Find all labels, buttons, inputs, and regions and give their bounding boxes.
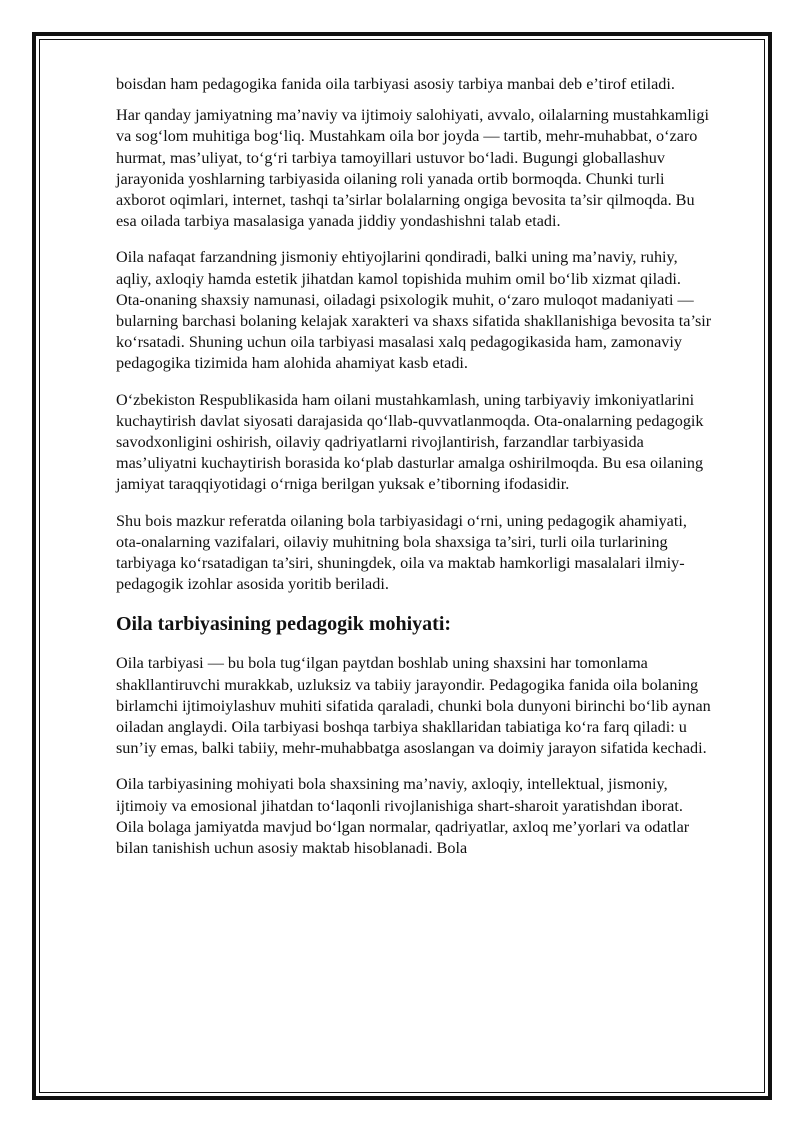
document-body <box>116 74 712 859</box>
paragraph-3: Oila nafaqat farzandning jismoniy ehtiyojlarini qondiradi, balki uning ma’naviy, ruhiy, aqliy, axloqiy hamda estetik jihatdan kamol topishida muhim omil bo‘lib xizmat qiladi. Ota-onaning shaxsiy namunasi, oiladagi psixologik muhit, o‘zaro muloqot madaniyati — bularning barchasi bolaning kelajak xarakteri va shaxs sifatida shakllanishiga bevosita ta’sir ko‘rsatadi. Shuning uchun oila tarbiyasi masalasi xalq pedagogikasida ham, zamonaviy pedagogika tizimida ham alohida ahamiyat kasb etadi. <box>116 248 712 373</box>
paragraph-2: Har qanday jamiyatning ma’naviy va ijtimoiy salohiyati, avvalo, oilalarning mustahkamligi va sog‘lom muhitiga bog‘liq. Mustahkam oila bor joyda — tartib, mehr-muhabbat, o‘zaro hurmat, mas’uliyat, to‘g‘ri tarbiya tamoyillari ustuvor bo‘ladi. Bugungi globallashuv jarayonida yoshlarning tarbiyasida oilaning roli yanada ortib bormoqda. Chunki turli axborot oqimlari, internet, tashqi ta’sirlar bolalarning ongiga bevosita ta’sir qilmoqda. Bu esa oilada tarbiya masalasiga yanada jiddiy yondashishni talab etadi. <box>116 106 709 231</box>
section-heading: Oila tarbiyasining pedagogik mohiyati: <box>116 613 452 636</box>
paragraph-1: boisdan ham pedagogika fanida oila tarbiyasi asosiy tarbiya manbai deb e’tirof etiladi. <box>116 75 675 93</box>
paragraph-7: Oila tarbiyasining mohiyati bola shaxsining ma’naviy, axloqiy, intellektual, jismoniy, ijtimoiy va emosional jihatdan to‘laqonli rivojlanishiga shart-sharoit yaratishdan iborat. Oila bolaga jamiyatda mavjud bo‘lgan normalar, qadriyatlar, axloq me’yorlari va odatlar bilan tanishish uchun asosiy maktab hisoblanadi. Bola <box>116 775 690 858</box>
paragraph-5: Shu bois mazkur referatda oilaning bola tarbiyasidagi o‘rni, uning pedagogik ahamiyati, ota-onalarning vazifalari, oilaviy muhitning bola shaxsiga ta’siri, turli oila turlarining tarbiyaga ko‘rsatadigan ta’siri, shuningdek, oila va maktab hamkorligi masalalari ilmiy-pedagogik izohlar asosida yoritib beriladi. <box>116 511 687 594</box>
paragraph-6: Oila tarbiyasi — bu bola tug‘ilgan paytdan boshlab uning shaxsini har tomonlama shakllantiruvchi murakkab, uzluksiz va tabiiy jarayondir. Pedagogika fanida oila bolaning birlamchi ijtimoiylashuv muhiti sifatida qaraladi, chunki bola dunyoni birinchi bo‘lib aynan oiladan anglaydi. Oila tarbiyasi boshqa tarbiya shakllaridan tabiatiga ko‘ra farq qiladi: u sun’iy emas, balki tabiiy, mehr-muhabbatga asoslangan va doimiy jarayon sifatida kechadi. <box>116 654 711 758</box>
paragraph-4: O‘zbekiston Respublikasida ham oilani mustahkamlash, uning tarbiyaviy imkoniyatlarini kuchaytirish davlat siyosati darajasida qo‘llab-quvvatlanmoqda. Ota-onalarning pedagogik savodxonligini oshirish, oilaviy qadriyatlarni rivojlantirish, farzandlar tarbiyasida mas’uliyatni kuchaytirish borasida ko‘plab dasturlar amalga oshirilmoqda. Bu esa oilaning jamiyat taraqqiyotidagi o‘rniga berilgan yuksak e’tiborning ifodasidir. <box>116 390 704 494</box>
